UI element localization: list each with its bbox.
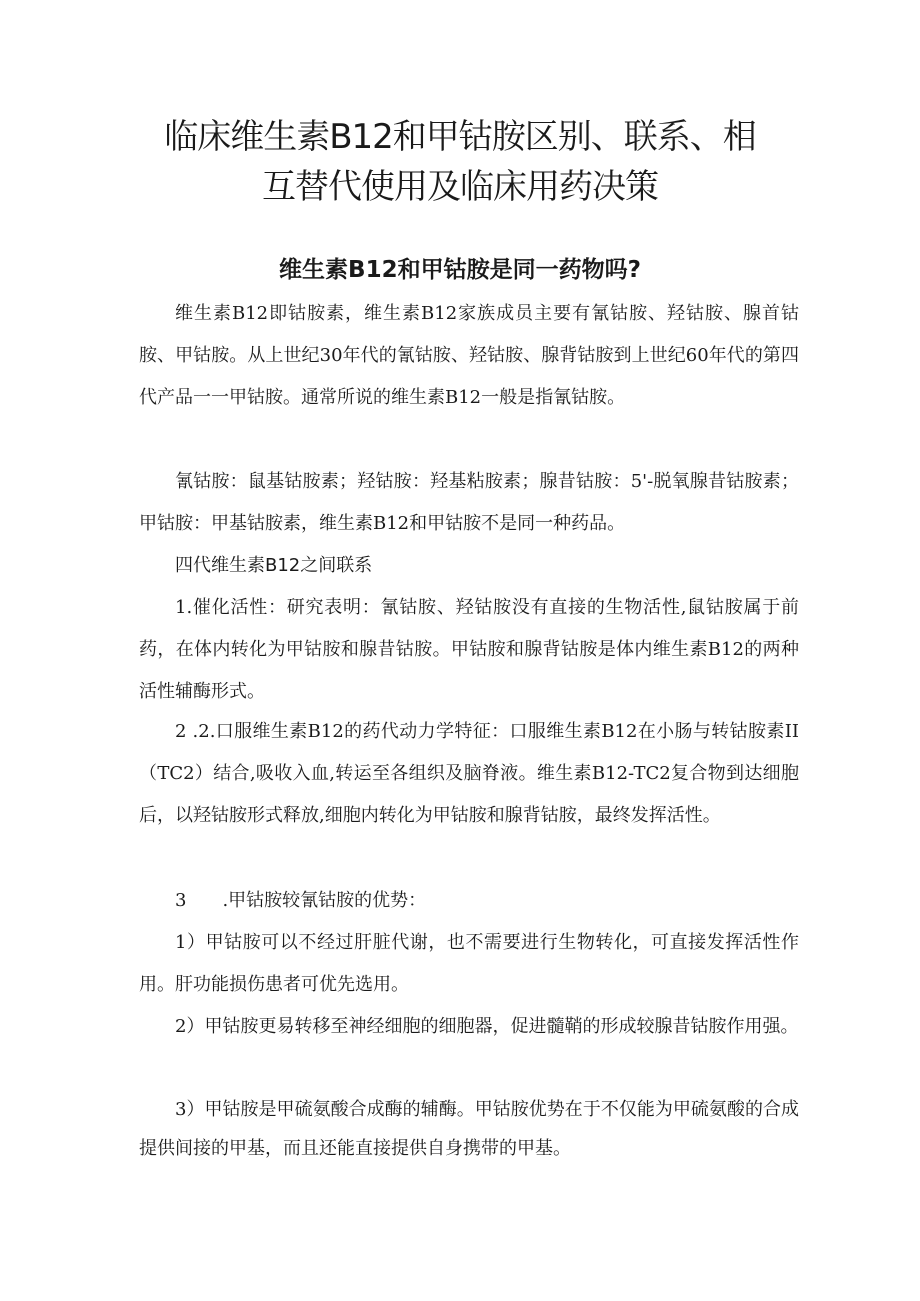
paragraph-oral-pharmacokinetics: 2 .2.口服维生素B12的药代动力学特征：口服维生素B12在小肠与转钴胺素II（TC2）结合,吸收入血,转运至各组织及脑脊液。维生素B12-TC2复合物到达细胞后，以羟钴胺形式释放,细胞内转化为甲钴胺和腺背钴胺，最终发挥活性。 bbox=[139, 721, 799, 826]
paragraph-cobalamin-names: 氰钴胺：鼠基钴胺素；羟钴胺：羟基粘胺素；腺昔钴胺：5'-脱氧腺昔钴胺素；甲钴胺：甲基钴胺素，维生素B12和甲钴胺不是同一种药品。 bbox=[139, 471, 799, 534]
section-heading: 维生素B12和甲钴胺是同一药物吗? bbox=[279, 257, 641, 283]
paragraph-advantage-2: 2）甲钴胺更易转移至神经细胞的细胞器，促进髓鞘的形成较腺昔钴胺作用强。 bbox=[175, 1016, 799, 1037]
paragraph-four-generations-heading: 四代维生素B12之间联系 bbox=[175, 555, 373, 576]
paragraph-advantages-heading: 3 .甲钴胺较氰钴胺的优势： bbox=[175, 890, 427, 911]
document-title-line-2: 互替代使用及临床用药决策 bbox=[262, 167, 658, 207]
paragraph-advantage-1: 1）甲钴胺可以不经过肝脏代谢，也不需要进行生物转化，可直接发挥活性作用。肝功能损伤患者可优先选用。 bbox=[139, 932, 799, 995]
paragraph-vitamin-b12-family: 维生素B12即钴胺素，维生素B12家族成员主要有氰钴胺、羟钴胺、腺首钴胺、甲钴胺。从上世纪30年代的氰钴胺、羟钴胺、腺背钴胺到上世纪60年代的第四代产品一一甲钴胺。通常所说的维生素B12一般是指氰钴胺。 bbox=[139, 303, 799, 408]
paragraph-advantage-3: 3）甲钴胺是甲硫氨酸合成酶的辅酶。甲钴胺优势在于不仅能为甲硫氨酸的合成提供间接的甲基，而且还能直接提供自身携带的甲基。 bbox=[139, 1099, 799, 1159]
paragraph-catalytic-activity: 1.催化活性：研究表明：氰钴胺、羟钴胺没有直接的生物活性,鼠钴胺属于前药，在体内转化为甲钴胺和腺昔钴胺。甲钴胺和腺背钴胺是体内维生素B12的两种活性辅酶形式。 bbox=[139, 597, 799, 702]
document-title-line-1: 临床维生素B12和甲钴胺区别、联系、相 bbox=[164, 117, 756, 157]
